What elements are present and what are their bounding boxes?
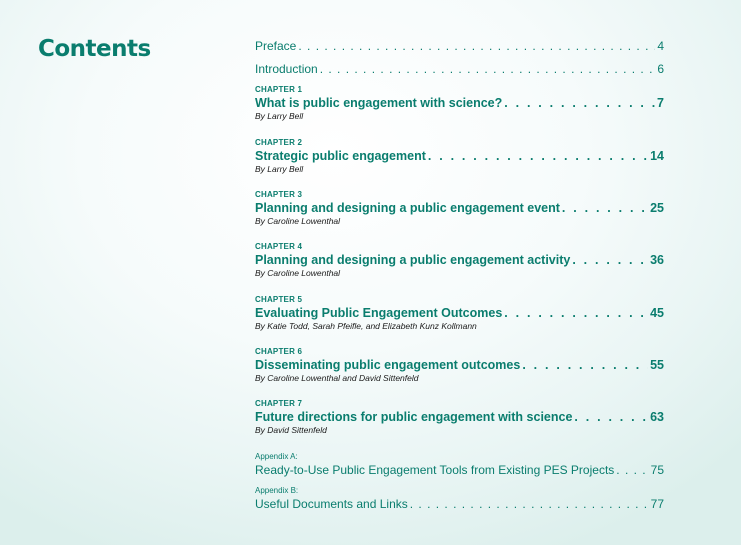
appendix-label: Appendix A: xyxy=(255,452,298,461)
toc-entry-introduction[interactable] xyxy=(255,61,664,77)
toc-entry-title: Introduction xyxy=(255,62,318,76)
toc-entry-chapter-5[interactable] xyxy=(255,295,664,332)
chapter-label: CHAPTER 1 xyxy=(255,85,303,94)
toc-entry-preface[interactable] xyxy=(255,38,664,54)
page-title: Contents xyxy=(38,36,151,62)
toc-row xyxy=(255,357,664,373)
chapter-title: Planning and designing a public engagement activity xyxy=(255,253,571,267)
dot-leader xyxy=(574,409,648,425)
chapter-author: By Caroline Lowenthal xyxy=(255,268,341,278)
toc-row xyxy=(255,61,664,77)
toc-page-number: 14 xyxy=(650,149,664,163)
chapter-author: By David Sittenfeld xyxy=(255,425,327,435)
toc-entry-chapter-4[interactable] xyxy=(255,242,664,279)
toc-row xyxy=(255,38,664,54)
chapter-label: CHAPTER 3 xyxy=(255,190,303,199)
toc-row xyxy=(255,95,664,111)
toc-page-number: 25 xyxy=(650,201,664,215)
dot-leader xyxy=(522,357,648,373)
dot-leader xyxy=(298,38,655,54)
chapter-label: CHAPTER 6 xyxy=(255,347,303,356)
dot-leader xyxy=(504,95,655,111)
chapter-author: By Larry Bell xyxy=(255,164,304,174)
toc-page-number: 7 xyxy=(657,96,664,110)
toc-page-number: 45 xyxy=(650,306,664,320)
chapter-title: Evaluating Public Engagement Outcomes xyxy=(255,306,503,320)
dot-leader xyxy=(428,148,648,164)
toc-page-number: 75 xyxy=(650,463,664,477)
dot-leader xyxy=(562,200,648,216)
toc-page-number: 55 xyxy=(650,358,664,372)
dot-leader xyxy=(616,462,648,478)
chapter-title: Planning and designing a public engagement event xyxy=(255,201,560,215)
toc-page-number: 6 xyxy=(657,62,664,76)
toc-entry-chapter-7[interactable] xyxy=(255,399,664,436)
chapter-label: CHAPTER 5 xyxy=(255,295,303,304)
dot-leader xyxy=(572,252,648,268)
toc-row xyxy=(255,148,664,164)
toc-page-number: 36 xyxy=(650,253,664,267)
toc-entry-chapter-1[interactable] xyxy=(255,85,664,122)
chapter-label: CHAPTER 7 xyxy=(255,399,303,408)
toc-entry-title: Preface xyxy=(255,39,297,53)
chapter-author: By Caroline Lowenthal and David Sittenfeld xyxy=(255,373,419,383)
dot-leader xyxy=(320,61,656,77)
toc-row xyxy=(255,409,664,425)
toc-entry-chapter-3[interactable] xyxy=(255,190,664,227)
toc-row xyxy=(255,462,664,478)
toc-page-number: 63 xyxy=(650,410,664,424)
dot-leader xyxy=(504,305,648,321)
chapter-author: By Katie Todd, Sarah Pfeifle, and Elizabeth Kunz Kollmann xyxy=(255,321,477,331)
chapter-title: Future directions for public engagement with science xyxy=(255,410,573,424)
chapter-author: By Caroline Lowenthal xyxy=(255,216,341,226)
toc-row xyxy=(255,496,664,512)
toc-row xyxy=(255,200,664,216)
toc-entry-chapter-2[interactable] xyxy=(255,138,664,175)
dot-leader xyxy=(410,496,649,512)
toc-entry-appendix-a[interactable] xyxy=(255,452,664,478)
appendix-label: Appendix B: xyxy=(255,486,299,495)
appendix-title: Ready-to-Use Public Engagement Tools from Existing PES Projects xyxy=(255,463,615,477)
chapter-author: By Larry Bell xyxy=(255,111,304,121)
toc-row xyxy=(255,252,664,268)
toc-row xyxy=(255,305,664,321)
toc-entry-appendix-b[interactable] xyxy=(255,486,664,512)
toc-entry-chapter-6[interactable] xyxy=(255,347,664,384)
toc-page-number: 77 xyxy=(650,497,664,511)
appendix-title: Useful Documents and Links xyxy=(255,497,408,511)
chapter-label: CHAPTER 2 xyxy=(255,138,303,147)
chapter-title: Strategic public engagement xyxy=(255,149,426,163)
chapter-title: Disseminating public engagement outcomes xyxy=(255,358,521,372)
chapter-label: CHAPTER 4 xyxy=(255,242,303,251)
toc-page-number: 4 xyxy=(657,39,664,53)
chapter-title: What is public engagement with science? xyxy=(255,96,503,110)
